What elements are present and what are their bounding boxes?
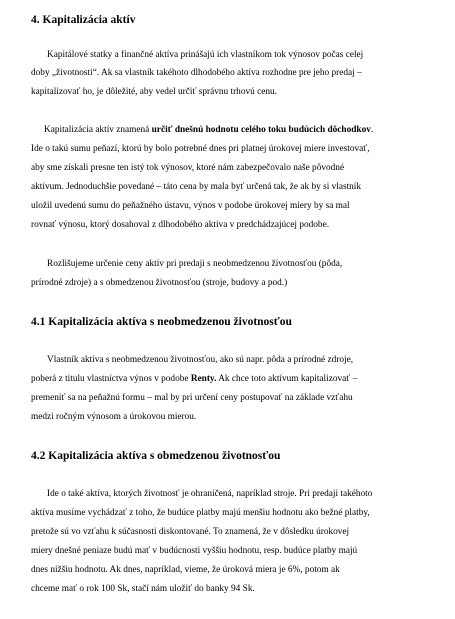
para2-line4: aktívum. Jednoduchšie povedané – táto cena by mala byť určená tak, že ak by si vlastník [31, 182, 362, 192]
section41-line4: medzi ročným výnosom a úrokovou mierou. [31, 412, 197, 422]
para3-line2: prírodné zdroje) a s obmedzenou životnosťou (stroje, budovy a pod.) [31, 278, 288, 288]
para2-line1-end: . [370, 125, 374, 135]
para3-line1: Rozlišujeme určenie ceny aktív pri predaji s neobmedzenou životnosťou (pôda, [47, 259, 343, 269]
para1-line1: Kapitálové statky a finančné aktíva prinášajú ich vlastníkom tok výnosov počas celej [47, 50, 364, 60]
section42-line6: chceme mať o rok 100 Sk, stačí nám uložiť do banky 94 Sk. [31, 584, 255, 594]
section41-line3: premeniť sa na peňažnú formu – mal by pri určení ceny postupovať na základe vzťahu [31, 393, 353, 403]
section-4-heading: 4. Kapitalizácia aktív [31, 14, 136, 26]
para2-bold-phrase: určiť dnešnú hodnotu celého toku budúcich dôchodkov [151, 125, 371, 135]
para2-line1-text: Kapitalizácia aktív znamená [44, 125, 152, 135]
section42-line3: pretože sú vo vzťahu k súčasnosti diskontované. To znamená, že v dôsledku úrokovej [31, 527, 350, 537]
section-41-heading: 4.1 Kapitalizácia aktíva s neobmedzenou životnosťou [31, 316, 292, 328]
para2-line3: aby sme získali presne ten istý tok výnosov, ktoré nám zabezpečovalo naše pôvodné [31, 163, 345, 173]
section42-line2: aktíva musíme vychádzať z toho, že budúce platby majú menšiu hodnotu ako bežné platby, [31, 508, 370, 518]
para2-line2: Ide o takú sumu peňazí, ktorú by bolo potrebné dnes pri platnej úrokovej miere investovať, [31, 144, 370, 154]
section42-line1: Ide o také aktíva, ktorých životnosť je ohraničená, napríklad stroje. Pri predaji takéhoto [47, 489, 373, 499]
section41-line2-text: poberá z titulu vlastníctva výnos v podobe [31, 374, 191, 384]
renty-bold: Renty. [190, 374, 217, 384]
section41-line1: Vlastník aktíva s neobmedzenou životnosťou, ako sú napr. pôda a prírodné zdroje, [47, 355, 354, 365]
section42-line5: dnes nižšiu hodnotu. Ak dnes, napríklad, vieme, že úroková miera je 6%, potom ak [31, 565, 340, 575]
para2-line6: rovnať výnosu, ktorý dosahoval z dlhodobého aktíva v predchádzajúcej podobe. [31, 220, 330, 230]
section-42-heading: 4.2 Kapitalizácia aktíva s obmedzenou životnosťou [31, 450, 281, 462]
para1-line2: doby „životnosti“. Ak sa vlastník takéhoto dlhodobého aktíva rozhodne pre jeho predaj – [31, 68, 362, 78]
section41-line2-end: Ak chce toto aktívum kapitalizovať – [216, 374, 358, 384]
section42-line4: miery dnešné peniaze budú mať v budúcnosti vyššiu hodnotu, resp. budúce platby majú [31, 546, 358, 556]
section41-line2 [31, 374, 357, 384]
para1-line3: kapitalizovať ho, je dôležité, aby vedel určiť správnu trhovú cenu. [31, 87, 277, 97]
para2-line5: uložil uvedenú sumu do peňažného ústavu, výnos v podobe úrokovej miery by sa mal [31, 201, 350, 211]
para2-line1 [44, 125, 373, 135]
